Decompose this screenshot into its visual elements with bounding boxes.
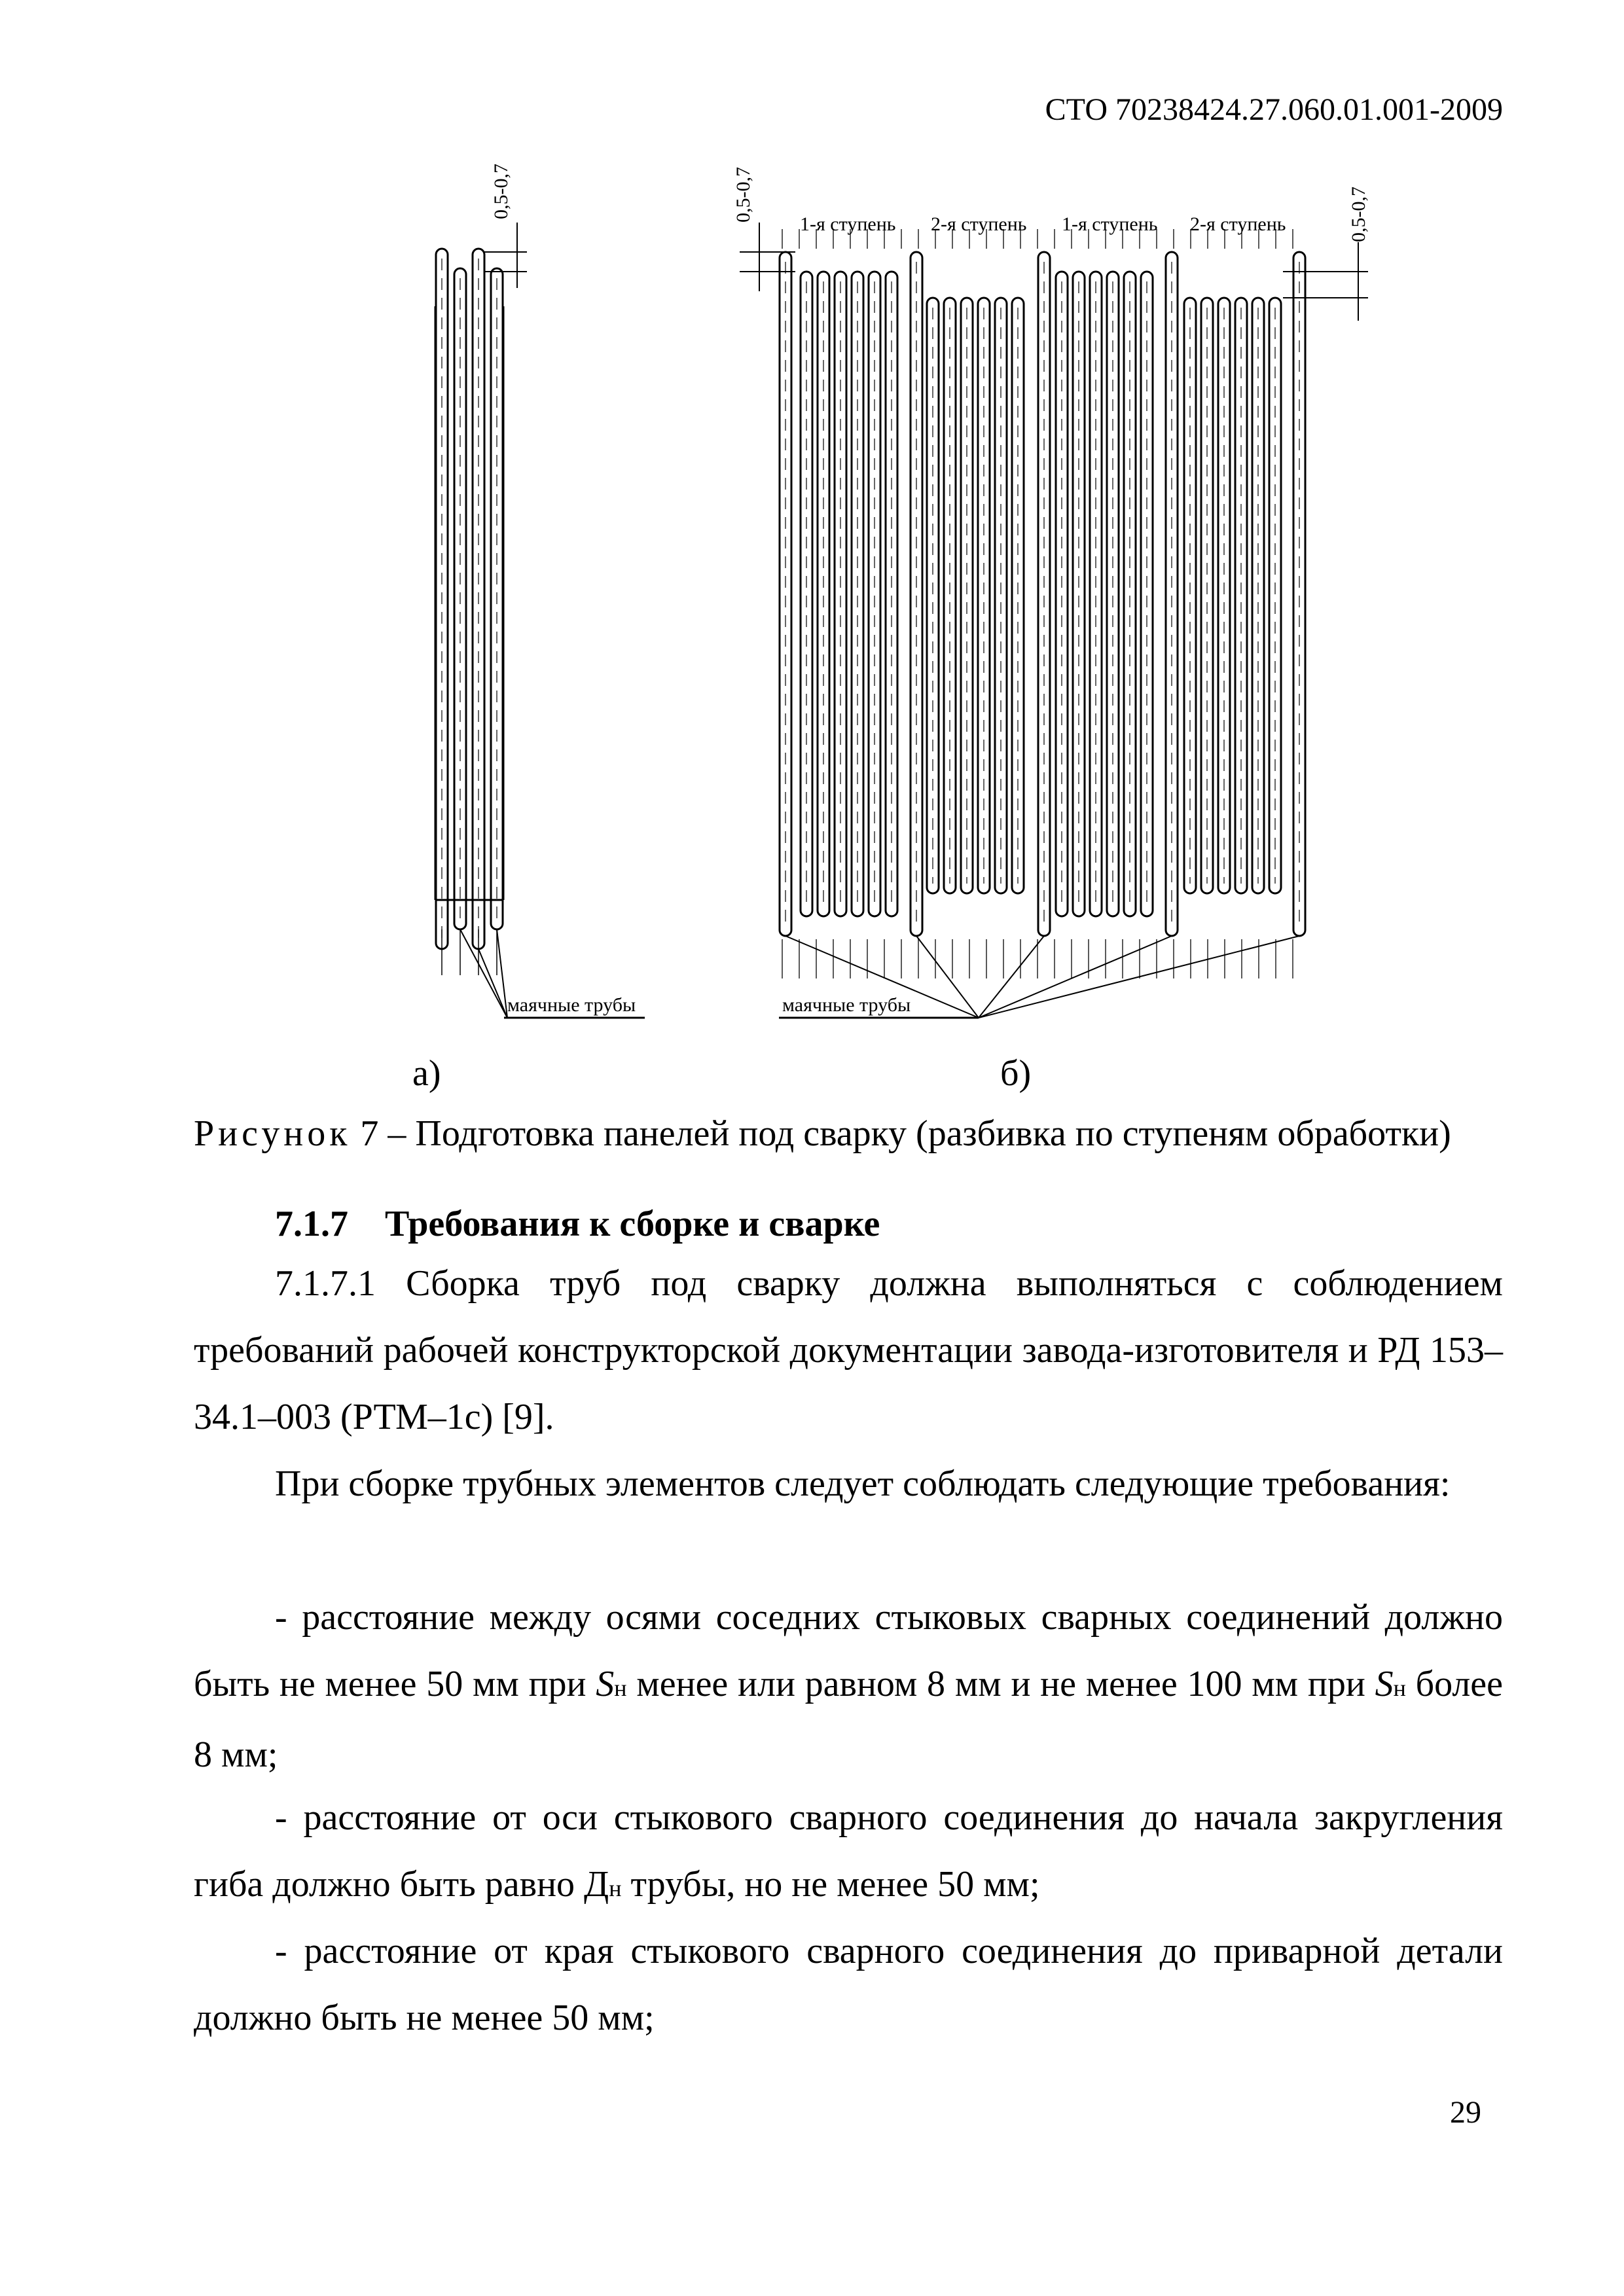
figure-a-drawing bbox=[435, 223, 645, 1018]
stage-2-label-second: 2-я ступень bbox=[1190, 213, 1286, 235]
caption-word: Рисунок bbox=[194, 1113, 352, 1154]
figure-b-label: б) bbox=[1000, 1053, 1032, 1094]
figure-panels-diagram bbox=[0, 0, 1624, 1060]
stage-1-label-second: 1-я ступень bbox=[1062, 213, 1158, 235]
paragraph-requirements-intro bbox=[194, 1450, 1503, 1517]
section-number: 7.1.7 bbox=[275, 1204, 348, 1244]
leader-line bbox=[979, 936, 1299, 1018]
list-item-distance-to-welded-part bbox=[194, 1918, 1503, 2051]
section-title: Требования к сборке и сварке bbox=[385, 1204, 880, 1244]
leader-line bbox=[979, 936, 1044, 1018]
stage-1-label-first: 1-я ступень bbox=[800, 213, 896, 235]
figure-b-drawing bbox=[740, 223, 1368, 1018]
section-heading bbox=[275, 1203, 880, 1245]
paragraph-text: - расстояние от края стыкового сварного соединения до приварной детали должно быть не менее 50 мм; bbox=[194, 1931, 1503, 2038]
fig-a-dim-label: 0,5-0,7 bbox=[490, 164, 512, 219]
fig-b-dim-label-left: 0,5-0,7 bbox=[732, 167, 754, 223]
figure-caption bbox=[194, 1113, 1451, 1155]
paragraph-text: 7.1.7.1 Сборка труб под сварку должна выполняться с соблюдением требований рабочей конструкторской документации завода-изготовителя и РД 153–34.1–003 (РТМ–1с) [9]. bbox=[194, 1263, 1503, 1437]
list-item-distance-to-bend: - расстояние от оси стыкового сварного соединения до начала закругления гиба должно быть равно Дн трубы, но не менее 50 мм; bbox=[194, 1797, 1503, 1905]
fig-b-dim-label-right: 0,5-0,7 bbox=[1348, 187, 1369, 242]
paragraph-7-1-7-1 bbox=[194, 1250, 1503, 1450]
leader-line bbox=[979, 936, 1172, 1018]
stage-2-label-first: 2-я ступень bbox=[931, 213, 1027, 235]
paragraph-text: При сборке трубных элементов следует соблюдать следующие требования: bbox=[275, 1463, 1451, 1504]
figure-a-label: а) bbox=[412, 1053, 441, 1094]
document-code: СТО 70238424.27.060.01.001-2009 bbox=[1045, 92, 1503, 127]
list-item-distance-between-axes: - расстояние между осями соседних стыковых сварных соединений должно быть не менее 50 мм при Sн менее или равном 8 мм и не менее 100 мм при Sн более 8 мм; bbox=[194, 1597, 1503, 1775]
caption-text: 7 – Подготовка панелей под сварку (разбивка по ступеням обработки) bbox=[351, 1113, 1451, 1154]
beacon-tubes-label-b: маячные трубы bbox=[782, 994, 911, 1016]
page-number: 29 bbox=[1450, 2095, 1481, 2130]
beacon-tubes-label-a: маячные трубы bbox=[507, 994, 636, 1016]
